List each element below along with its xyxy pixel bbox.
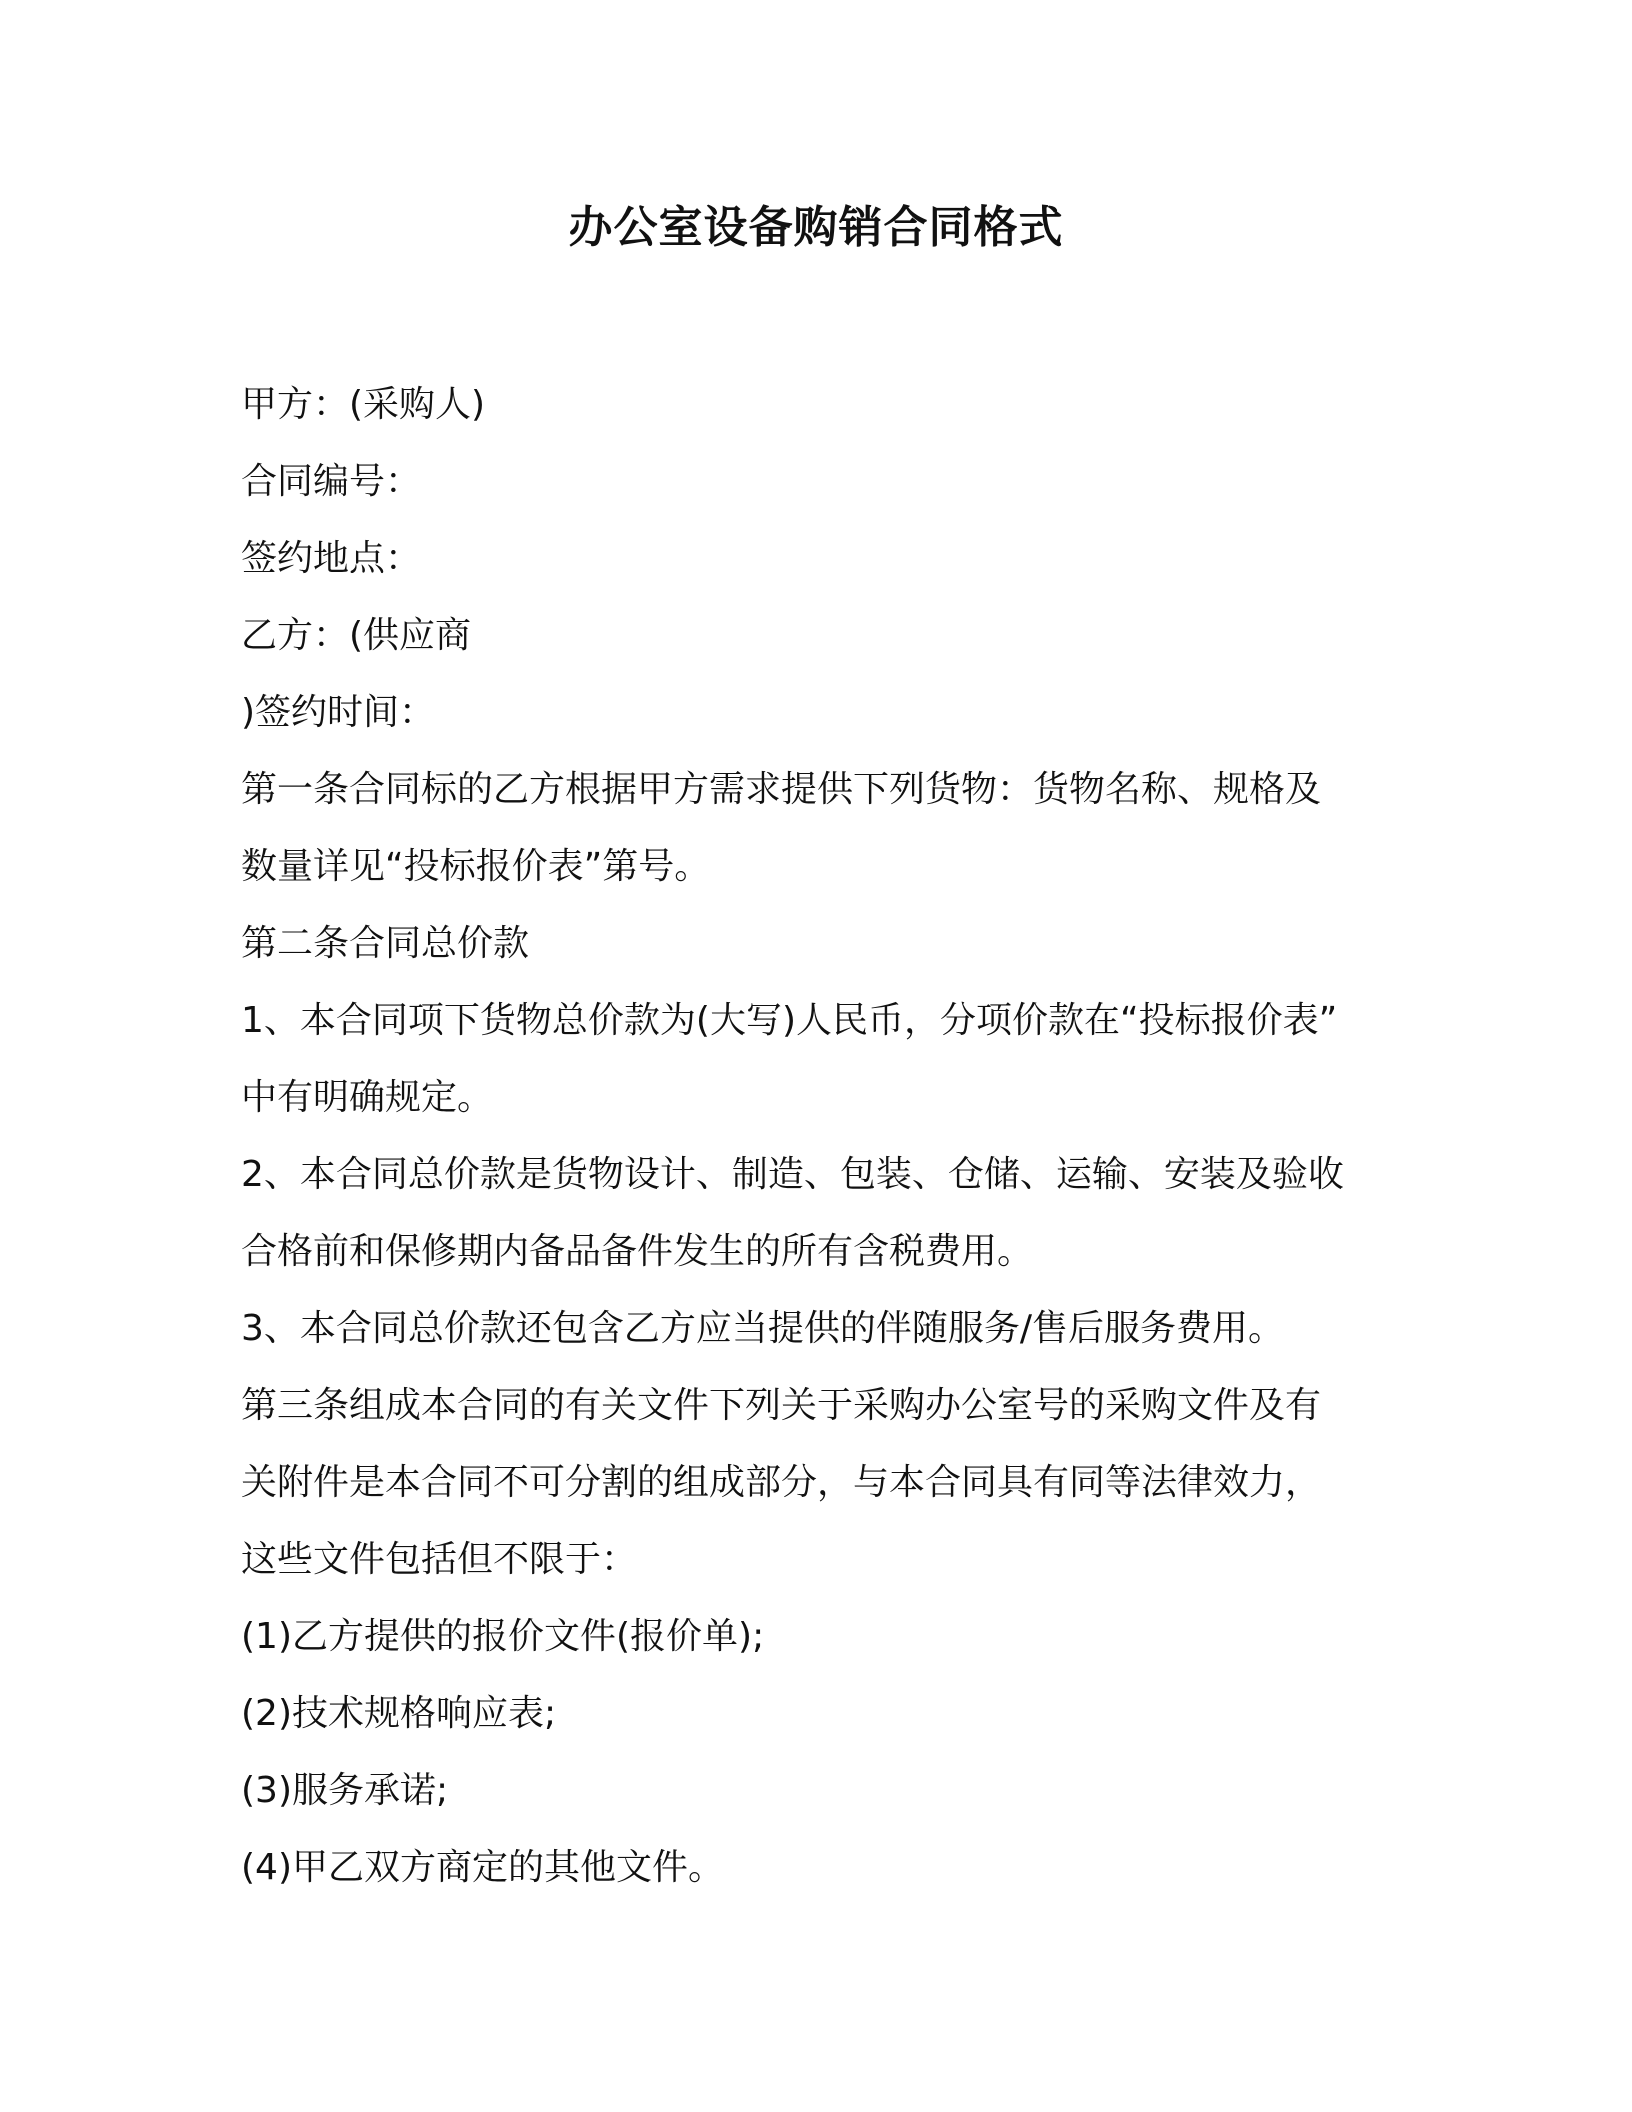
signing-time-line: )签约时间： [241,692,436,733]
party-b-line: 乙方：(供应商 [241,615,472,656]
clause-3-line: 3、本合同总价款还包含乙方应当提供的伴随服务/售后服务费用。 [241,1308,1285,1349]
document-title: 办公室设备购销合同格式 [568,202,1064,253]
clause-2-line-2: 合格前和保修期内备品备件发生的所有含税费用。 [241,1231,1034,1272]
doc-item-3: (3)服务承诺; [241,1770,449,1811]
clause-1-line-2: 中有明确规定。 [241,1077,494,1118]
contract-number-line: 合同编号： [241,461,422,502]
article-3-line-2: 关附件是本合同不可分割的组成部分，与本合同具有同等法律效力， [241,1462,1322,1503]
article-3-line-3: 这些文件包括但不限于： [241,1539,638,1580]
party-a-line: 甲方：(采购人) [241,384,486,425]
doc-item-1: (1)乙方提供的报价文件(报价单); [241,1616,765,1657]
article-1-line-2: 数量详见“投标报价表”第号。 [241,846,711,887]
article-1-line-1: 第一条合同标的乙方根据甲方需求提供下列货物：货物名称、规格及 [241,769,1322,810]
clause-2-line-1: 2、本合同总价款是货物设计、制造、包装、仓储、运输、安装及验收 [241,1154,1344,1195]
doc-item-2: (2)技术规格响应表; [241,1693,557,1734]
article-3-line-1: 第三条组成本合同的有关文件下列关于采购办公室号的采购文件及有 [241,1385,1322,1426]
signing-location-line: 签约地点： [241,538,422,579]
clause-1-line-1: 1、本合同项下货物总价款为(大写)人民币，分项价款在“投标报价表” [241,1000,1338,1041]
document-body [241,366,1401,1906]
article-2-heading: 第二条合同总价款 [241,923,530,964]
doc-item-4: (4)甲乙双方商定的其他文件。 [241,1847,724,1888]
